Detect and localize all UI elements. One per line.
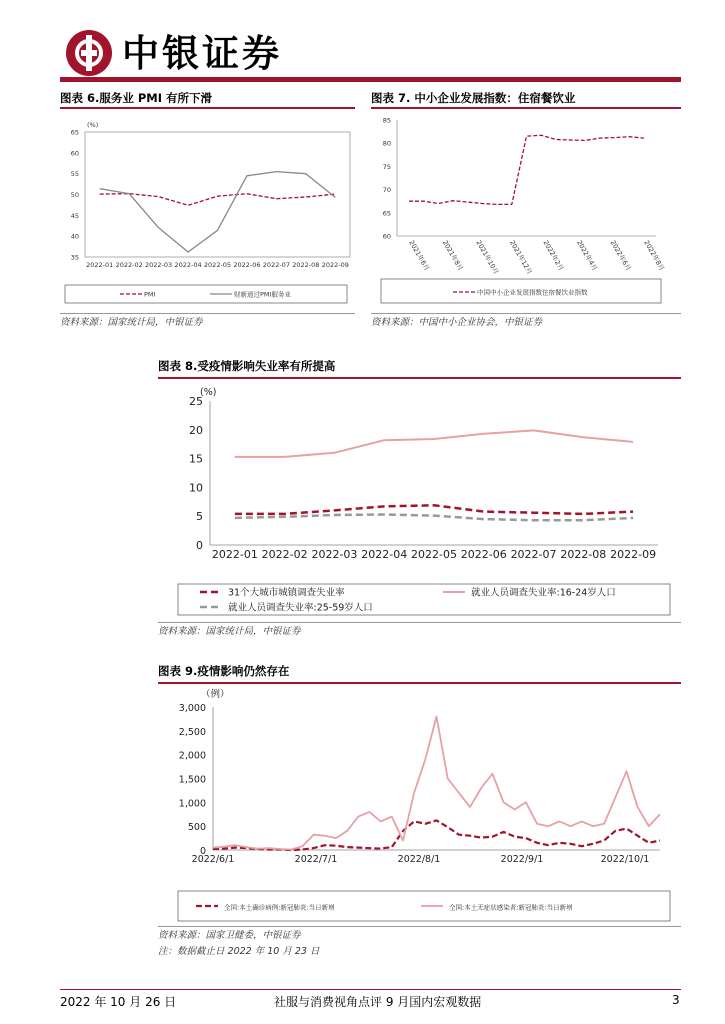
fig6-legend-label-0: PMI <box>144 290 156 299</box>
fig9-y-tick: 3,000 <box>178 703 206 714</box>
fig8-rule <box>158 377 681 379</box>
fig6-y-tick: 45 <box>70 211 79 220</box>
fig6-legend-label-1: 财新通过PMI服务业 <box>234 290 291 299</box>
fig6-x-tick: 2022-09 <box>321 261 349 269</box>
fig7-x-tick: 2021年6月 <box>407 239 432 273</box>
fig6-unit: (%) <box>87 121 99 129</box>
fig7-chart <box>371 112 681 310</box>
fig6-x-tick: 2022-07 <box>262 261 290 269</box>
fig6-y-tick: 55 <box>70 170 79 179</box>
fig6-y-tick: 50 <box>70 191 79 199</box>
fig8-source: 资料来源：国家统计局，中银证券 <box>158 626 301 637</box>
fig7-y-tick: 70 <box>382 186 391 195</box>
fig8-x-tick: 2022-03 <box>311 548 358 561</box>
fig6-source: 资料来源：国家统计局，中银证券 <box>60 317 203 328</box>
fig8-series-0 <box>235 505 633 514</box>
fig6-x-tick: 2022-08 <box>292 261 320 269</box>
header-rule <box>60 77 681 82</box>
fig9-note: 注：数据截止日 2022 年 10 月 23 日 <box>158 946 320 957</box>
page-header <box>0 0 725 84</box>
fig9-series-1 <box>213 717 660 850</box>
fig8-x-tick: 2022-05 <box>411 548 457 561</box>
fig8-x-tick: 2022-08 <box>560 548 607 561</box>
fig6-x-tick: 2022-05 <box>203 261 232 269</box>
fig6-y-tick: 35 <box>70 253 79 262</box>
fig9-rule <box>158 682 681 684</box>
fig8-series-2 <box>235 515 633 521</box>
fig9-x-tick: 2022/9/1 <box>500 854 544 865</box>
fig6-x-tick: 2022-03 <box>145 261 173 269</box>
fig7-x-tick: 2022年8月 <box>642 239 667 273</box>
fig7-source: 资料来源：中国中小企业协会，中银证券 <box>371 317 543 328</box>
fig7-series-0 <box>409 135 644 204</box>
fig8-x-tick: 2022-07 <box>510 548 557 561</box>
fig7-y-tick: 60 <box>382 232 391 241</box>
fig6-y-tick: 65 <box>70 128 79 137</box>
fig9-x-tick: 2022/7/1 <box>294 854 338 865</box>
fig6-legend-box <box>65 285 347 303</box>
fig8-legend-label-0: 31个大城市城镇调查失业率 <box>228 587 345 599</box>
fig9-y-tick: 1,500 <box>178 774 206 786</box>
fig7-legend-label-0: 中国中小企业发展指数住宿餐饮业指数 <box>477 288 588 297</box>
fig8-y-tick: 15 <box>189 452 203 466</box>
bank-logo-icon <box>66 30 112 76</box>
footer-rule <box>60 989 681 990</box>
fig6-plot-border <box>85 132 350 257</box>
fig6-x-tick: 2022-06 <box>233 261 261 269</box>
fig8-legend-label-2: 就业人员调查失业率:25-59岁人口 <box>228 602 373 614</box>
fig9-y-tick: 500 <box>187 822 206 834</box>
fig8-unit: (%) <box>200 387 217 398</box>
fig7-x-tick: 2022年4月 <box>575 239 599 273</box>
fig8-y-tick: 0 <box>196 539 203 552</box>
fig7-y-tick: 75 <box>382 162 391 171</box>
footer-date: 2022 年 10 月 26 日 <box>60 995 177 1009</box>
fig8-source-rule <box>158 622 681 623</box>
fig7-source-rule <box>371 313 681 314</box>
fig8-y-tick: 10 <box>189 481 203 495</box>
fig9-series-0 <box>213 820 660 850</box>
fig7-x-tick: 2021年10月 <box>474 239 501 276</box>
fig9-y-tick: 2,500 <box>178 726 206 738</box>
fig9-y-tick: 2,000 <box>178 750 206 762</box>
fig8-x-tick: 2022-01 <box>211 548 258 561</box>
fig8-title: 图表 8.受疫情影响失业率有所提高 <box>158 359 336 373</box>
fig9-title: 图表 9.疫情影响仍然存在 <box>158 664 290 678</box>
page-number: 3 <box>672 993 680 1007</box>
fig8-legend-label-1: 就业人员调查失业率:16-24岁人口 <box>471 587 616 599</box>
fig7-x-tick: 2021年8月 <box>440 239 465 273</box>
fig6-y-tick: 40 <box>70 232 79 241</box>
fig8-x-tick: 2022-02 <box>261 548 308 561</box>
fig7-x-tick: 2022年2月 <box>541 239 566 273</box>
fig8-x-tick: 2022-04 <box>361 548 408 561</box>
fig9-y-tick: 0 <box>199 846 206 857</box>
fig9-chart <box>158 685 681 925</box>
fig8-y-tick: 5 <box>196 510 203 524</box>
fig9-legend-label-0: 全国:本土确诊病例:新冠肺炎:当日新增 <box>224 903 335 912</box>
fig6-x-tick: 2022-04 <box>174 261 202 269</box>
fig6-source-rule <box>60 313 355 314</box>
fig6-y-tick: 60 <box>70 149 79 158</box>
fig9-unit: （例） <box>201 689 230 700</box>
fig6-chart <box>60 112 355 310</box>
fig9-x-tick: 2022/8/1 <box>397 854 441 865</box>
fig8-chart <box>158 381 681 619</box>
fig9-x-tick: 2022/6/1 <box>191 854 235 865</box>
fig7-y-tick: 65 <box>382 209 391 218</box>
fig7-title: 图表 7. 中小企业发展指数：住宿餐饮业 <box>371 91 576 105</box>
fig6-rule <box>60 107 355 109</box>
fig6-x-tick: 2022-02 <box>115 261 143 269</box>
fig6-title: 图表 6.服务业 PMI 有所下滑 <box>60 91 213 105</box>
fig6-x-tick: 2022-01 <box>86 261 114 269</box>
fig9-x-tick: 2022/10/1 <box>600 854 650 865</box>
fig7-y-tick: 80 <box>382 139 391 148</box>
fig7-y-tick: 85 <box>382 116 391 125</box>
fig8-series-1 <box>235 430 633 457</box>
fig8-x-tick: 2022-06 <box>460 548 507 561</box>
brand-name: 中银证券 <box>122 31 282 75</box>
fig9-legend-label-1: 全国:本土无症状感染者:新冠肺炎:当日新增 <box>449 903 573 912</box>
fig7-x-tick: 2022年6月 <box>608 239 633 273</box>
fig9-source-rule <box>158 926 681 927</box>
fig8-y-tick: 20 <box>189 423 203 437</box>
fig8-y-tick: 25 <box>189 395 203 408</box>
fig6-series-1 <box>100 172 336 252</box>
fig9-y-tick: 1,000 <box>178 798 206 810</box>
footer-title: 社服与消费视角点评 9 月国内宏观数据 <box>274 995 482 1009</box>
fig8-x-tick: 2022-09 <box>610 548 657 561</box>
fig7-rule <box>371 107 681 109</box>
fig7-x-tick: 2021年12月 <box>507 239 534 276</box>
fig9-source: 资料来源：国家卫健委，中银证券 <box>158 930 301 941</box>
